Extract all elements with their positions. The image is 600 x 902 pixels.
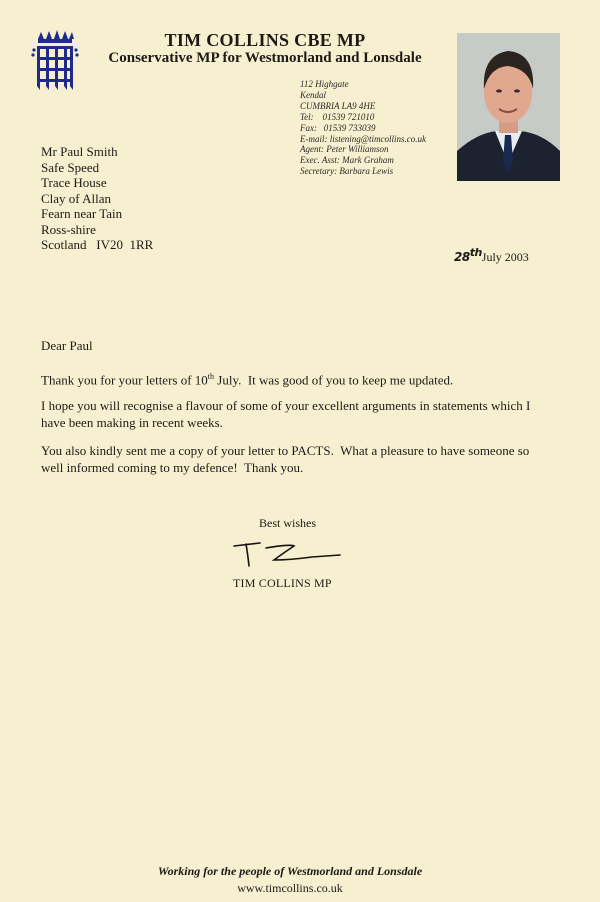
closing-salutation: Best wishes	[259, 516, 316, 530]
handwritten-day	[454, 246, 482, 264]
paragraph-2: I hope you will recognise a flavour of some of your excellent arguments in statements which I have been making in recent weeks.	[41, 398, 531, 430]
portrait-photo	[457, 33, 560, 181]
address-line: Fearn near Tain	[41, 206, 123, 221]
contact-line: Secretary: Barbara Lewis	[300, 166, 394, 177]
address-line: Trace House	[41, 175, 107, 190]
contact-line: Agent: Peter Williamson	[300, 144, 389, 155]
paragraph-3: You also kindly sent me a copy of your letter to PACTS. What a pleasure to have someone so well informed coming to my defence! Thank you.	[41, 443, 533, 475]
date-month-year: July 2003	[481, 250, 529, 264]
letterhead-name: TIM COLLINS CBE MP	[164, 30, 366, 50]
paragraph-1	[41, 369, 551, 389]
signer-name: TIM COLLINS MP	[233, 576, 332, 590]
address-line: Mr Paul Smith	[41, 144, 118, 159]
contact-line: 112 Highgate	[300, 79, 349, 89]
contact-line: Exec. Asst: Mark Graham	[300, 155, 394, 166]
handwritten-signature	[230, 538, 350, 570]
paragraph-1-text: Thank you for your letters of 10	[41, 372, 208, 388]
ordinal-suffix: th	[207, 372, 215, 381]
sender-contact-block	[300, 79, 426, 177]
footer-tagline: Working for the people of Westmorland and Lonsdale	[157, 864, 423, 878]
contact-line: Kendal	[300, 89, 326, 100]
recipient-address	[41, 144, 153, 253]
footer-website-link[interactable]: www.timcollins.co.uk	[237, 881, 343, 895]
address-line: Safe Speed	[41, 159, 100, 175]
contact-line: CUMBRIA LA9 4HE	[300, 100, 376, 111]
letter-date	[454, 246, 529, 265]
address-line: Clay of Allan	[41, 190, 112, 206]
letterhead-subtitle: Conservative MP for Westmorland and Lonsdale	[108, 50, 422, 66]
address-line: Ross-shire	[41, 221, 96, 237]
date-day-suffix: th	[469, 246, 482, 259]
contact-line: E-mail: listening@timcollins.co.uk	[300, 133, 427, 144]
date-day: 28	[454, 250, 470, 264]
greeting: Dear Paul	[41, 338, 93, 353]
contact-line: Tel: 01539 721010	[300, 111, 375, 122]
contact-line: Fax: 01539 733039	[300, 122, 376, 133]
address-line: Scotland IV20 1RR	[41, 237, 154, 252]
paragraph-1-text-end: July. It was good of you to keep me updated.	[214, 372, 454, 388]
